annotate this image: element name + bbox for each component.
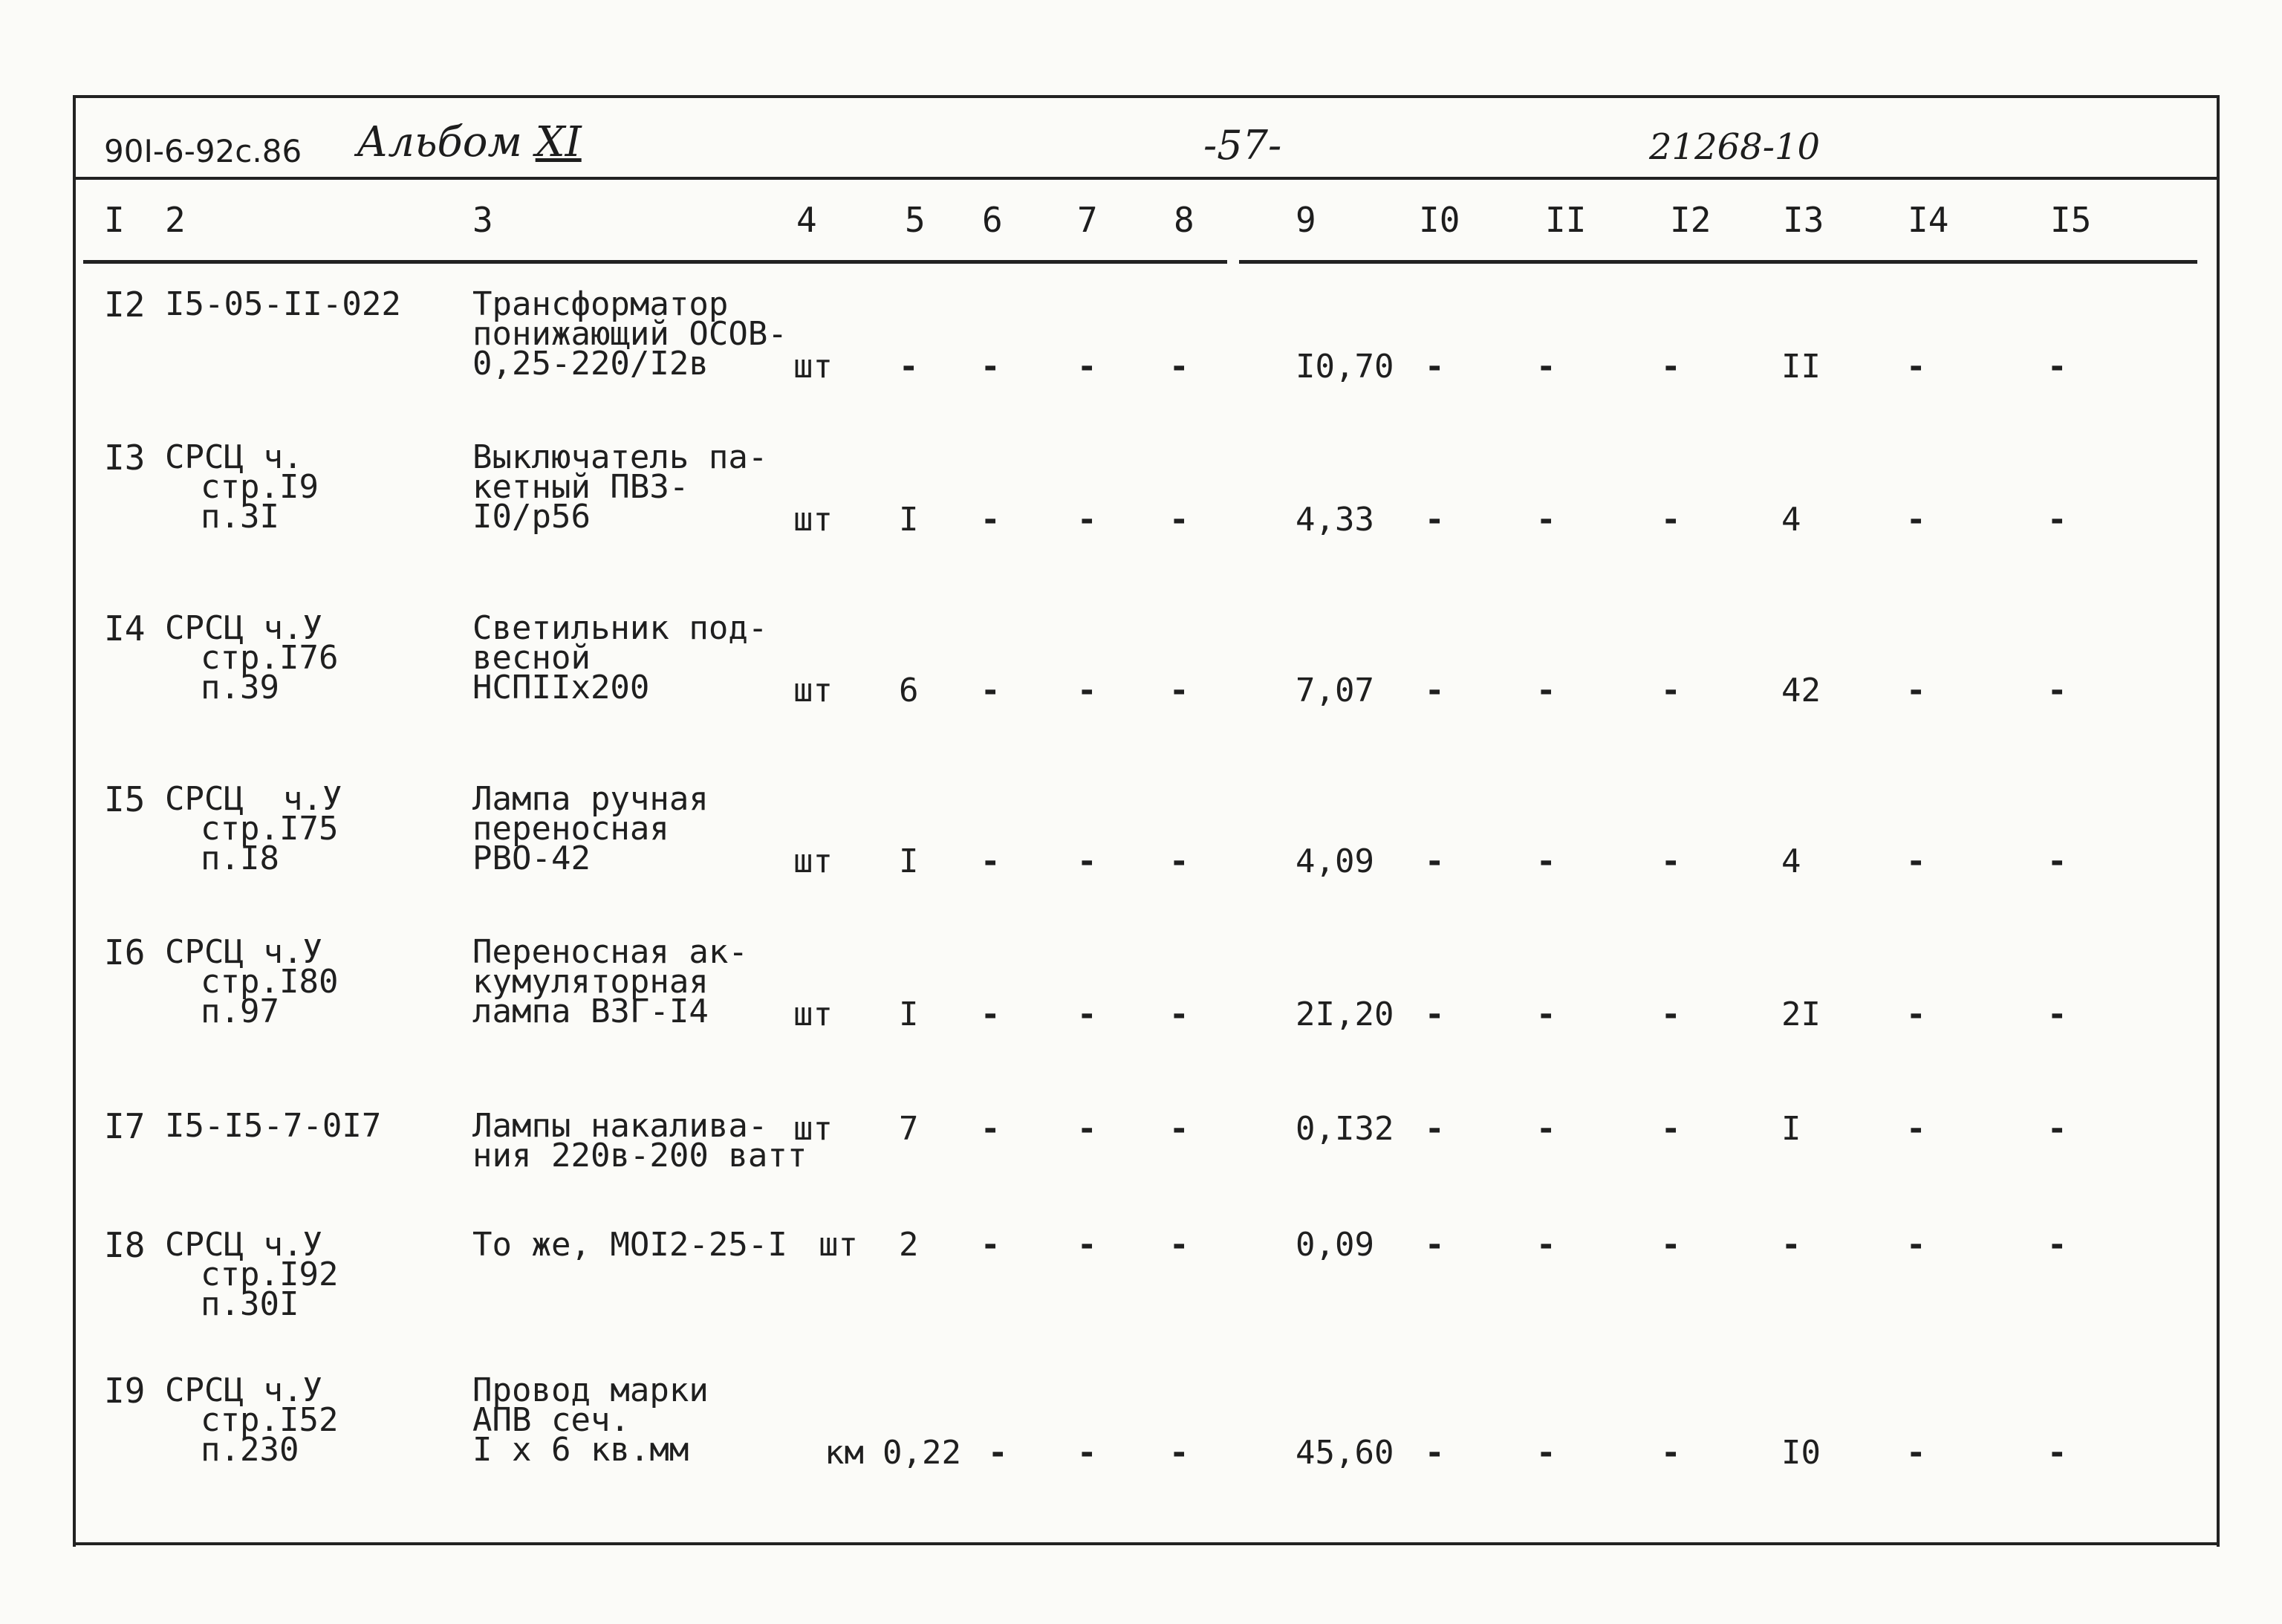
cell-c8: - xyxy=(1169,672,1189,709)
row-code-line: СРСЦ ч. xyxy=(165,438,303,476)
row-code-line: СРСЦ ч.У xyxy=(165,1371,322,1409)
row-code-line: стр.I52 xyxy=(201,1401,339,1439)
row-code-line: стр.I75 xyxy=(201,810,339,848)
row-code-line: п.39 xyxy=(201,669,279,707)
column-number-12: I2 xyxy=(1670,200,1712,240)
cell-c6: - xyxy=(988,1434,1008,1472)
cell-c10: - xyxy=(1425,842,1445,880)
cell-c9: 0,09 xyxy=(1296,1226,1374,1264)
cell-c15: - xyxy=(2047,1434,2067,1472)
cell-c6: - xyxy=(981,995,1001,1033)
cell-c15: - xyxy=(2047,672,2067,709)
row-name xyxy=(472,933,748,1030)
cell-c5: 7 xyxy=(899,1110,919,1148)
cell-c8: - xyxy=(1169,501,1189,539)
table-bottom-rule xyxy=(73,1542,2218,1545)
cell-c14: - xyxy=(1906,672,1926,709)
row-number: I7 xyxy=(104,1106,146,1146)
cell-c5: 2 xyxy=(899,1226,919,1264)
column-number-9: 9 xyxy=(1296,200,1316,240)
cell-c11: - xyxy=(1536,1226,1556,1264)
album-numeral: XI xyxy=(535,118,582,166)
row-name-line: То же, МОI2-25-I xyxy=(472,1226,787,1264)
cell-unit: шт xyxy=(793,842,833,880)
row-number: I6 xyxy=(104,932,146,972)
cell-c6: - xyxy=(981,842,1001,880)
cell-c11: - xyxy=(1536,1434,1556,1472)
row-number: I5 xyxy=(104,779,146,819)
cell-c12: - xyxy=(1661,1110,1681,1148)
row-code-line: СРСЦ ч.У xyxy=(165,933,322,971)
column-number-8: 8 xyxy=(1174,200,1194,240)
cell-c6: - xyxy=(981,1226,1001,1264)
cell-c9: 45,60 xyxy=(1296,1434,1394,1472)
cell-c10: - xyxy=(1425,348,1445,386)
cell-unit: км xyxy=(825,1434,864,1472)
row-code-line: I5-05-II-022 xyxy=(165,285,401,323)
row-name xyxy=(472,780,709,877)
cell-c13: 4 xyxy=(1781,842,1801,880)
column-number-14: I4 xyxy=(1908,200,1949,240)
column-numbers-rule-right xyxy=(1239,260,2197,264)
cell-c12: - xyxy=(1661,1226,1681,1264)
cell-c11: - xyxy=(1536,348,1556,386)
cell-unit: шт xyxy=(819,1226,858,1264)
row-code-line: п.97 xyxy=(201,993,279,1030)
row-name-line: I0/р56 xyxy=(472,498,591,536)
row-code xyxy=(165,285,401,323)
row-name-line: ния 220в-200 ватт xyxy=(472,1137,807,1175)
column-numbers-rule-left xyxy=(83,260,1227,264)
row-name-line: переносная xyxy=(472,810,669,848)
cell-c9: 0,I32 xyxy=(1296,1110,1394,1148)
row-name-line: Лампы накалива- xyxy=(472,1107,768,1145)
cell-c7: - xyxy=(1077,995,1097,1033)
row-name-line: Лампа ручная xyxy=(472,780,709,818)
row-name-line: Трансформатор xyxy=(472,285,729,323)
row-name xyxy=(472,1226,787,1264)
album-label: Альбом XI xyxy=(357,118,582,166)
row-code xyxy=(165,1107,382,1145)
cell-c9: 4,09 xyxy=(1296,842,1374,880)
cell-c8: - xyxy=(1169,995,1189,1033)
row-code xyxy=(165,1226,339,1323)
row-code-line: стр.I76 xyxy=(201,639,339,677)
cell-c14: - xyxy=(1906,842,1926,880)
header-divider xyxy=(73,177,2218,180)
row-code-line: I5-I5-7-0I7 xyxy=(165,1107,382,1145)
cell-c5: I xyxy=(899,842,919,880)
row-name-line: Переносная ак- xyxy=(472,933,748,971)
row-code xyxy=(165,438,319,536)
row-name-line: лампа ВЗГ-I4 xyxy=(472,993,709,1030)
row-name xyxy=(472,1107,807,1175)
row-code-line: стр.I92 xyxy=(201,1256,339,1293)
cell-c8: - xyxy=(1169,1110,1189,1148)
cell-c15: - xyxy=(2047,501,2067,539)
cell-c10: - xyxy=(1425,501,1445,539)
row-code-line: п.230 xyxy=(201,1431,299,1469)
cell-c12: - xyxy=(1661,995,1681,1033)
row-number: I9 xyxy=(104,1371,146,1411)
cell-c13: II xyxy=(1781,348,1821,386)
row-code-line: стр.I9 xyxy=(201,468,319,506)
row-name xyxy=(472,285,787,383)
cell-c14: - xyxy=(1906,1226,1926,1264)
cell-c8: - xyxy=(1169,842,1189,880)
cell-c6: - xyxy=(981,501,1001,539)
cell-c15: - xyxy=(2047,348,2067,386)
cell-c7: - xyxy=(1077,842,1097,880)
cell-c13: I xyxy=(1781,1110,1801,1148)
row-code xyxy=(165,780,342,877)
cell-c14: - xyxy=(1906,995,1926,1033)
column-number-7: 7 xyxy=(1077,200,1098,240)
column-number-5: 5 xyxy=(905,200,926,240)
cell-c12: - xyxy=(1661,501,1681,539)
cell-c12: - xyxy=(1661,1434,1681,1472)
row-code xyxy=(165,933,339,1030)
row-name xyxy=(472,609,768,707)
row-code-line: п.3I xyxy=(201,498,279,536)
row-number: I2 xyxy=(104,285,146,325)
column-number-2: 2 xyxy=(165,200,186,240)
cell-c9: 2I,20 xyxy=(1296,995,1394,1033)
cell-c10: - xyxy=(1425,672,1445,709)
row-name-line: Выключатель па- xyxy=(472,438,768,476)
cell-c15: - xyxy=(2047,1110,2067,1148)
cell-c7: - xyxy=(1077,1434,1097,1472)
cell-c7: - xyxy=(1077,501,1097,539)
column-number-15: I5 xyxy=(2050,200,2092,240)
row-number: I8 xyxy=(104,1225,146,1265)
cell-c8: - xyxy=(1169,1434,1189,1472)
cell-c11: - xyxy=(1536,501,1556,539)
cell-c6: - xyxy=(981,672,1001,709)
cell-c7: - xyxy=(1077,1226,1097,1264)
cell-c14: - xyxy=(1906,501,1926,539)
cell-c15: - xyxy=(2047,995,2067,1033)
cell-c12: - xyxy=(1661,842,1681,880)
cell-c9: I0,70 xyxy=(1296,348,1394,386)
cell-c11: - xyxy=(1536,995,1556,1033)
cell-c13: I0 xyxy=(1781,1434,1821,1472)
cell-unit: шт xyxy=(793,995,833,1033)
cell-c13: 42 xyxy=(1781,672,1821,709)
cell-c7: - xyxy=(1077,1110,1097,1148)
row-code-line: п.30I xyxy=(201,1285,299,1323)
doc-number: 21268-10 xyxy=(1649,126,1820,168)
column-number-10: I0 xyxy=(1419,200,1460,240)
cell-c7: - xyxy=(1077,672,1097,709)
row-code-line: п.I8 xyxy=(201,839,279,877)
row-name-line: НСПIIх200 xyxy=(472,669,650,707)
cell-unit: шт xyxy=(793,501,833,539)
column-number-3: 3 xyxy=(472,200,493,240)
row-name-line: Провод марки xyxy=(472,1371,709,1409)
cell-c14: - xyxy=(1906,1434,1926,1472)
cell-c11: - xyxy=(1536,1110,1556,1148)
cell-c15: - xyxy=(2047,842,2067,880)
cell-c5: I xyxy=(899,501,919,539)
row-code xyxy=(165,1371,339,1469)
row-name-line: кумуляторная xyxy=(472,963,709,1001)
cell-c8: - xyxy=(1169,348,1189,386)
row-name xyxy=(472,438,768,536)
row-number: I4 xyxy=(104,608,146,649)
cell-c13: 2I xyxy=(1781,995,1821,1033)
cell-unit: шт xyxy=(793,672,833,709)
row-code-line: СРСЦ ч.У xyxy=(165,780,342,818)
row-name xyxy=(472,1371,709,1469)
cell-c5: 6 xyxy=(899,672,919,709)
row-name-line: 0,25-220/I2в xyxy=(472,345,709,383)
cell-c9: 7,07 xyxy=(1296,672,1374,709)
cell-c14: - xyxy=(1906,348,1926,386)
cell-c5: I xyxy=(899,995,919,1033)
cell-c8: - xyxy=(1169,1226,1189,1264)
row-code-line: СРСЦ ч.У xyxy=(165,1226,322,1264)
cell-c10: - xyxy=(1425,1110,1445,1148)
column-number-4: 4 xyxy=(796,200,817,240)
cell-c13: - xyxy=(1781,1226,1801,1264)
cell-c10: - xyxy=(1425,1226,1445,1264)
row-code-line: стр.I80 xyxy=(201,963,339,1001)
row-name-line: Светильник под- xyxy=(472,609,768,647)
row-name-line: I x 6 кв.мм xyxy=(472,1431,689,1469)
row-name-line: понижающий ОСОВ- xyxy=(472,315,787,353)
row-number: I3 xyxy=(104,438,146,478)
cell-c5: - xyxy=(899,348,919,386)
column-number-11: II xyxy=(1545,200,1587,240)
cell-unit: шт xyxy=(793,348,833,386)
cell-c13: 4 xyxy=(1781,501,1801,539)
cell-c6: - xyxy=(981,1110,1001,1148)
row-name-line: РВО-42 xyxy=(472,839,591,877)
row-name-line: весной xyxy=(472,639,591,677)
page-number: -57- xyxy=(1203,122,1282,169)
cell-c11: - xyxy=(1536,842,1556,880)
row-code xyxy=(165,609,339,707)
cell-c6: - xyxy=(981,348,1001,386)
cell-c12: - xyxy=(1661,348,1681,386)
cell-c10: - xyxy=(1425,1434,1445,1472)
cell-c10: - xyxy=(1425,995,1445,1033)
cell-c11: - xyxy=(1536,672,1556,709)
cell-c7: - xyxy=(1077,348,1097,386)
cell-c15: - xyxy=(2047,1226,2067,1264)
row-code-line: СРСЦ ч.У xyxy=(165,609,322,647)
document-code: 90I-6-92с.86 xyxy=(104,133,302,169)
cell-c12: - xyxy=(1661,672,1681,709)
cell-unit: шт xyxy=(793,1110,833,1148)
column-number-1: I xyxy=(104,200,125,240)
cell-c9: 4,33 xyxy=(1296,501,1374,539)
column-number-6: 6 xyxy=(982,200,1003,240)
row-name-line: АПВ сеч. xyxy=(472,1401,630,1439)
row-name-line: кетный ПВЗ- xyxy=(472,468,689,506)
cell-c14: - xyxy=(1906,1110,1926,1148)
column-number-13: I3 xyxy=(1783,200,1824,240)
cell-c5: 0,22 xyxy=(882,1434,961,1472)
